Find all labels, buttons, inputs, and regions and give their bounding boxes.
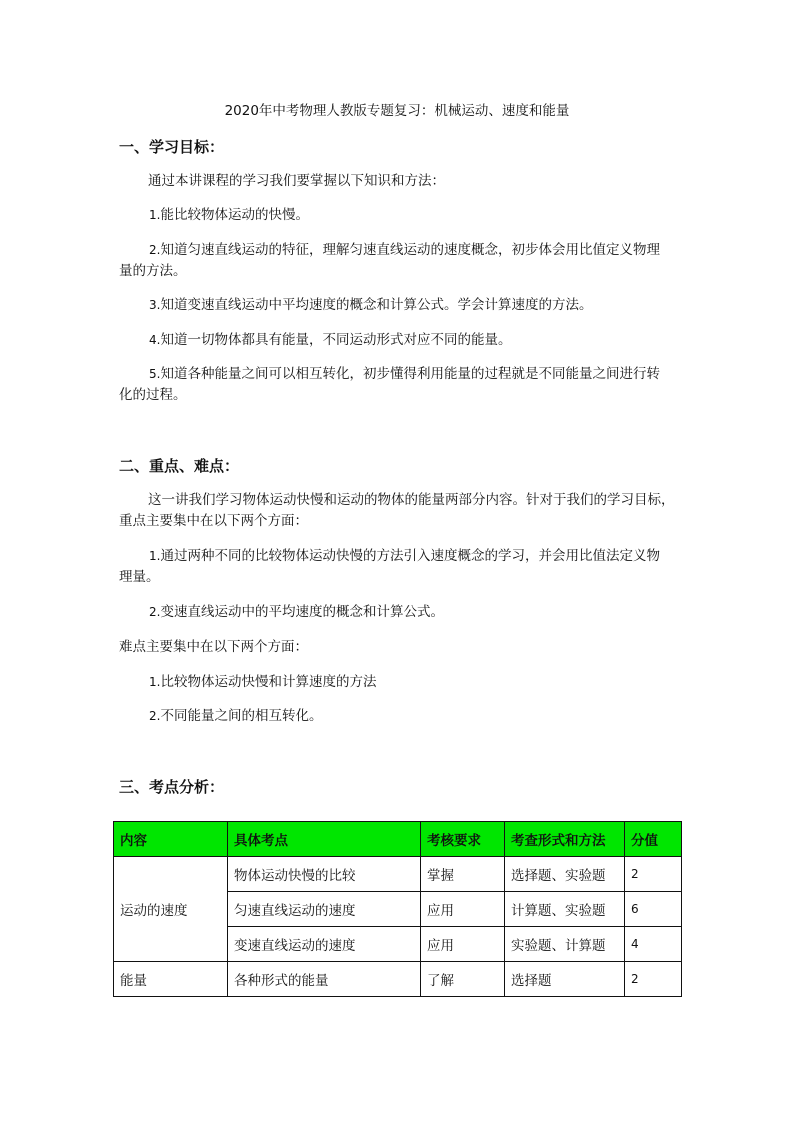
- cell-point: 变速直线运动的速度: [228, 927, 421, 962]
- header-content: 内容: [114, 822, 228, 857]
- cell-point: 物体运动快慢的比较: [228, 857, 421, 892]
- cell-requirement: 应用: [421, 892, 505, 927]
- item-number: 2.: [149, 605, 161, 619]
- item-text: 比较物体运动快慢和计算速度的方法: [160, 674, 377, 690]
- cell-form: 选择题: [505, 962, 625, 997]
- item-text: 变速直线运动中的平均速度的概念和计算公式。: [160, 604, 444, 620]
- cell-point: 匀速直线运动的速度: [228, 892, 421, 927]
- key-points-intro: [119, 490, 679, 532]
- section-heading-objectives: 一、学习目标：: [119, 138, 225, 156]
- cell-score: 6: [625, 892, 682, 927]
- header-requirement: 考核要求: [421, 822, 505, 857]
- section-heading-analysis: 三、考点分析：: [119, 778, 225, 796]
- item-text: 知道变速直线运动中平均速度的概念和计算公式。学会计算速度的方法。: [160, 297, 593, 313]
- cell-score: 2: [625, 962, 682, 997]
- item-number: 1.: [149, 208, 161, 222]
- cell-form: 选择题、实验题: [505, 857, 625, 892]
- item-text: 知道匀速直线运动的特征，理解匀速直线运动的速度概念，初步体会用比值定义物理: [160, 242, 660, 258]
- key-point-item: [119, 546, 679, 588]
- item-number: 5.: [149, 367, 161, 381]
- difficulty-item: [119, 672, 679, 693]
- section-heading-key-points: 二、重点、难点：: [119, 457, 240, 475]
- objective-item: [119, 240, 679, 282]
- item-text: 知道一切物体都具有能量，不同运动形式对应不同的能量。: [160, 332, 512, 348]
- cell-form: 计算题、实验题: [505, 892, 625, 927]
- table-row: [114, 857, 682, 892]
- item-text-continued: 化的过程。: [119, 387, 187, 403]
- cell-score: 2: [625, 857, 682, 892]
- item-text: 能比较物体运动的快慢。: [160, 207, 309, 223]
- objective-item: [119, 330, 679, 351]
- objective-item: [119, 364, 679, 406]
- header-form-method: 考查形式和方法: [505, 822, 625, 857]
- item-number: 2.: [149, 243, 161, 257]
- cell-requirement: 掌握: [421, 857, 505, 892]
- objective-item: [119, 205, 679, 226]
- header-specific-point: 具体考点: [228, 822, 421, 857]
- document-title: 2020年中考物理人教版专题复习：机械运动、速度和能量: [224, 103, 570, 119]
- cell-requirement: 应用: [421, 927, 505, 962]
- cell-content: 能量: [114, 962, 228, 997]
- difficulty-item: [119, 706, 679, 727]
- item-number: 3.: [149, 298, 161, 312]
- intro-line: 重点主要集中在以下两个方面：: [119, 513, 308, 529]
- cell-point: 各种形式的能量: [228, 962, 421, 997]
- cell-form: 实验题、计算题: [505, 927, 625, 962]
- item-number: 2.: [149, 709, 161, 723]
- table-header-row: [114, 822, 682, 857]
- key-point-item: [119, 602, 679, 623]
- item-text: 不同能量之间的相互转化。: [160, 708, 323, 724]
- item-text: 知道各种能量之间可以相互转化，初步懂得利用能量的过程就是不同能量之间进行转: [160, 366, 660, 382]
- cell-content: 运动的速度: [114, 857, 228, 962]
- intro-line: 这一讲我们学习物体运动快慢和运动的物体的能量两部分内容。针对于我们的学习目标，: [148, 492, 675, 508]
- item-number: 1.: [149, 549, 161, 563]
- item-number: 4.: [149, 333, 161, 347]
- objectives-intro: 通过本讲课程的学习我们要掌握以下知识和方法：: [148, 173, 445, 189]
- difficulty-intro: 难点主要集中在以下两个方面：: [119, 639, 308, 655]
- item-text-continued: 量的方法。: [119, 263, 187, 279]
- header-score: 分值: [625, 822, 682, 857]
- objective-item: [119, 295, 679, 316]
- item-text-continued: 理量。: [119, 569, 160, 585]
- item-number: 1.: [149, 675, 161, 689]
- exam-points-table: [113, 821, 682, 997]
- cell-score: 4: [625, 927, 682, 962]
- table-row: [114, 962, 682, 997]
- item-text: 通过两种不同的比较物体运动快慢的方法引入速度概念的学习，并会用比值法定义物: [160, 548, 660, 564]
- cell-requirement: 了解: [421, 962, 505, 997]
